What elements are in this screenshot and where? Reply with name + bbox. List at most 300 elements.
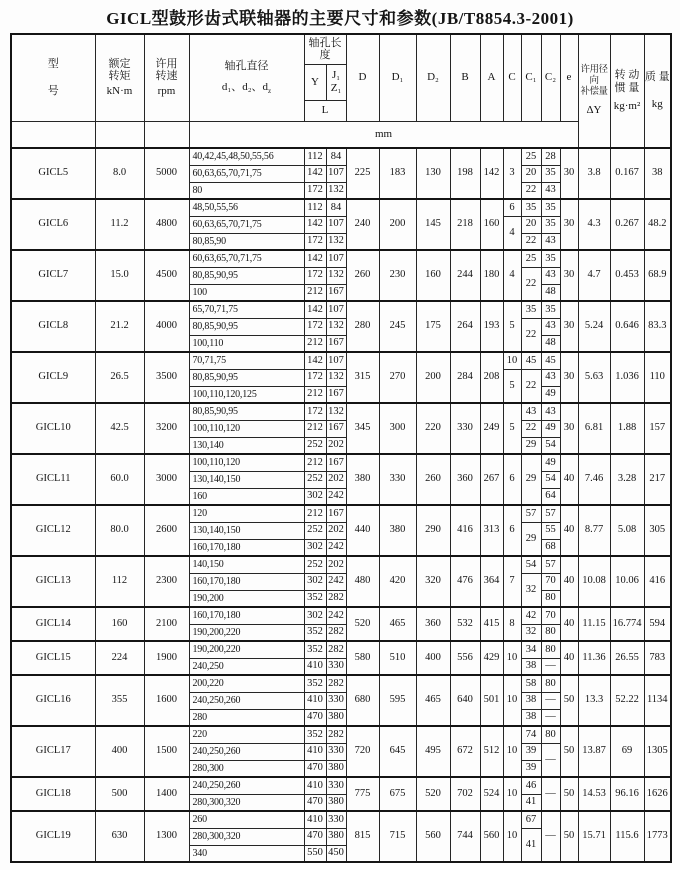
empty-cell <box>144 121 189 148</box>
bore-diameters: 60,63,65,70,71,75 <box>189 250 304 267</box>
bore-diameters: 80 <box>189 182 304 199</box>
dim-C2: 57 <box>541 505 560 522</box>
dim-C: 10 <box>503 352 521 369</box>
length-Y: 302 <box>304 539 326 556</box>
dim-B: 360 <box>450 454 480 505</box>
dim-D: 280 <box>346 301 379 352</box>
bore-diameters: 100,110,120,125 <box>189 386 304 403</box>
bore-diameters: 60,63,65,70,71,75 <box>189 216 304 233</box>
length-J1Z1: 330 <box>326 777 346 794</box>
radial-compensation: 5.24 <box>578 301 610 352</box>
dim-C1: 22 <box>521 420 541 437</box>
length-Y: 172 <box>304 233 326 250</box>
dim-C2: 80 <box>541 641 560 658</box>
rated-torque: 630 <box>95 811 144 862</box>
bore-diameters: 80,85,90 <box>189 233 304 250</box>
permissible-speed: 4800 <box>144 199 189 250</box>
dim-D1: 200 <box>379 199 416 250</box>
dim-A: 560 <box>480 811 503 862</box>
dim-A: 249 <box>480 403 503 454</box>
dim-C1: 46 <box>521 777 541 794</box>
dim-D: 480 <box>346 556 379 607</box>
radial-compensation: 14.53 <box>578 777 610 811</box>
dim-D2: 145 <box>416 199 450 250</box>
dim-C1: 22 <box>521 318 541 352</box>
mass: 157 <box>644 403 671 454</box>
dim-C1: 32 <box>521 573 541 607</box>
col-header-e: e <box>560 34 578 121</box>
rated-torque: 80.0 <box>95 505 144 556</box>
dim-C: 3 <box>503 148 521 199</box>
length-Y: 212 <box>304 505 326 522</box>
dim-C1: 32 <box>521 624 541 641</box>
dim-D: 240 <box>346 199 379 250</box>
col-header-speed: 许用 转速 rpm <box>144 34 189 121</box>
dim-D: 345 <box>346 403 379 454</box>
length-J1Z1: 84 <box>326 148 346 165</box>
dim-C: 8 <box>503 607 521 641</box>
bore-diameters: 40,42,45,48,50,55,56 <box>189 148 304 165</box>
rated-torque: 60.0 <box>95 454 144 505</box>
length-J1Z1: 167 <box>326 454 346 471</box>
dim-D1: 675 <box>379 777 416 811</box>
moment-of-inertia: 0.646 <box>610 301 644 352</box>
length-J1Z1: 282 <box>326 624 346 641</box>
dim-D1: 245 <box>379 301 416 352</box>
moment-of-inertia: 1.036 <box>610 352 644 403</box>
length-Y: 252 <box>304 522 326 539</box>
dim-C2: 80 <box>541 624 560 641</box>
model-name: GICL12 <box>11 505 95 556</box>
model-name: GICL14 <box>11 607 95 641</box>
length-J1Z1: 380 <box>326 760 346 777</box>
mass: 83.3 <box>644 301 671 352</box>
col-header-L: L <box>304 100 346 121</box>
length-Y: 212 <box>304 335 326 352</box>
dim-D1: 270 <box>379 352 416 403</box>
mass: 783 <box>644 641 671 675</box>
length-J1Z1: 167 <box>326 505 346 522</box>
col-header-mass: 质 量 kg <box>644 34 671 148</box>
dim-A: 501 <box>480 675 503 726</box>
length-Y: 212 <box>304 454 326 471</box>
bore-diameters: 190,200,220 <box>189 641 304 658</box>
length-Y: 112 <box>304 199 326 216</box>
dim-C2: 35 <box>541 165 560 182</box>
model-name: GICL6 <box>11 199 95 250</box>
dim-C1: 20 <box>521 165 541 182</box>
dim-C2: — <box>541 709 560 726</box>
dim-D2: 560 <box>416 811 450 862</box>
col-header-B: B <box>450 34 480 121</box>
length-J1Z1: 107 <box>326 250 346 267</box>
bore-diameters: 80,85,90,95 <box>189 403 304 420</box>
dim-C2: 70 <box>541 573 560 590</box>
dim-C1: 25 <box>521 148 541 165</box>
dim-C2: 35 <box>541 199 560 216</box>
length-Y: 352 <box>304 590 326 607</box>
unit-row-mm: mm <box>189 121 578 148</box>
rated-torque: 112 <box>95 556 144 607</box>
model-name: GICL17 <box>11 726 95 777</box>
dim-D2: 465 <box>416 675 450 726</box>
radial-compensation: 3.8 <box>578 148 610 199</box>
length-J1Z1: 167 <box>326 420 346 437</box>
mass: 48.2 <box>644 199 671 250</box>
dim-D: 260 <box>346 250 379 301</box>
dim-C1: 22 <box>521 267 541 301</box>
dim-C1: 38 <box>521 692 541 709</box>
dim-C1: 35 <box>521 199 541 216</box>
moment-of-inertia: 0.267 <box>610 199 644 250</box>
dim-C2: 64 <box>541 488 560 505</box>
dim-B: 476 <box>450 556 480 607</box>
length-Y: 410 <box>304 743 326 760</box>
page-title: GICL型鼓形齿式联轴器的主要尺寸和参数(JB/T8854.3-2001) <box>106 9 574 28</box>
length-J1Z1: 242 <box>326 488 346 505</box>
dim-D1: 330 <box>379 454 416 505</box>
permissible-speed: 2300 <box>144 556 189 607</box>
dim-C1: 54 <box>521 556 541 573</box>
bore-diameters: 280,300 <box>189 760 304 777</box>
length-J1Z1: 282 <box>326 641 346 658</box>
bore-diameters: 340 <box>189 845 304 862</box>
model-name: GICL8 <box>11 301 95 352</box>
model-name: GICL18 <box>11 777 95 811</box>
dim-C2: 57 <box>541 556 560 573</box>
model-name: GICL13 <box>11 556 95 607</box>
length-Y: 252 <box>304 471 326 488</box>
dim-C2: 80 <box>541 726 560 743</box>
dim-C1: 39 <box>521 743 541 760</box>
dim-D2: 130 <box>416 148 450 199</box>
length-Y: 172 <box>304 182 326 199</box>
dim-e: 30 <box>560 148 578 199</box>
dim-D: 380 <box>346 454 379 505</box>
dim-C2: 49 <box>541 454 560 471</box>
dim-C1: 41 <box>521 794 541 811</box>
length-J1Z1: 380 <box>326 794 346 811</box>
bore-diameters: 240,250,260 <box>189 743 304 760</box>
dim-C2: 54 <box>541 471 560 488</box>
dim-D2: 400 <box>416 641 450 675</box>
dim-A: 415 <box>480 607 503 641</box>
col-header-inertia: 转 动 惯 量 kg·m² <box>610 34 644 148</box>
dim-A: 429 <box>480 641 503 675</box>
dim-D: 775 <box>346 777 379 811</box>
length-J1Z1: 107 <box>326 165 346 182</box>
dim-C2: 35 <box>541 250 560 267</box>
dim-A: 512 <box>480 726 503 777</box>
model-name: GICL7 <box>11 250 95 301</box>
dim-C2: 35 <box>541 216 560 233</box>
col-header-bore-length: 轴孔长度 <box>304 34 346 64</box>
empty-cell <box>11 121 95 148</box>
bore-diameters: 60,63,65,70,71,75 <box>189 165 304 182</box>
length-Y: 352 <box>304 624 326 641</box>
dim-D2: 260 <box>416 454 450 505</box>
bore-diameters: 190,200 <box>189 590 304 607</box>
radial-compensation: 6.81 <box>578 403 610 454</box>
radial-compensation: 8.77 <box>578 505 610 556</box>
dim-C1: 34 <box>521 641 541 658</box>
dim-D2: 175 <box>416 301 450 352</box>
col-header-D1: D₁ <box>379 34 416 121</box>
length-J1Z1: 132 <box>326 182 346 199</box>
moment-of-inertia: 3.28 <box>610 454 644 505</box>
dim-D1: 300 <box>379 403 416 454</box>
dim-C2: — <box>541 743 560 777</box>
length-J1Z1: 132 <box>326 318 346 335</box>
bore-diameters: 220 <box>189 726 304 743</box>
model-name: GICL11 <box>11 454 95 505</box>
dim-C2: 49 <box>541 420 560 437</box>
length-Y: 172 <box>304 318 326 335</box>
dim-C1: 29 <box>521 437 541 454</box>
dim-C1: 38 <box>521 709 541 726</box>
mass: 217 <box>644 454 671 505</box>
length-Y: 470 <box>304 828 326 845</box>
dim-C: 7 <box>503 556 521 607</box>
bore-diameters: 80,85,90,95 <box>189 267 304 284</box>
bore-diameters: 48,50,55,56 <box>189 199 304 216</box>
bore-diameters: 100 <box>189 284 304 301</box>
dim-B: 416 <box>450 505 480 556</box>
main-table <box>10 33 672 863</box>
length-Y: 212 <box>304 386 326 403</box>
moment-of-inertia: 16.774 <box>610 607 644 641</box>
col-header-C: C <box>503 34 521 121</box>
bore-diameters: 260 <box>189 811 304 828</box>
length-Y: 142 <box>304 216 326 233</box>
dim-C1: 74 <box>521 726 541 743</box>
dim-B: 264 <box>450 301 480 352</box>
dim-C2: — <box>541 692 560 709</box>
bore-diameters: 100,110,120 <box>189 454 304 471</box>
length-Y: 302 <box>304 607 326 624</box>
length-J1Z1: 450 <box>326 845 346 862</box>
dim-B: 330 <box>450 403 480 454</box>
length-Y: 212 <box>304 420 326 437</box>
length-J1Z1: 132 <box>326 369 346 386</box>
dim-D1: 420 <box>379 556 416 607</box>
dim-C2: 43 <box>541 318 560 335</box>
length-J1Z1: 132 <box>326 267 346 284</box>
col-header-C1: C₁ <box>521 34 541 121</box>
dim-C: 6 <box>503 199 521 216</box>
radial-compensation: 4.7 <box>578 250 610 301</box>
col-header-torque: 额定 转矩 kN·m <box>95 34 144 121</box>
dim-C1: 57 <box>521 505 541 522</box>
length-J1Z1: 84 <box>326 199 346 216</box>
length-Y: 212 <box>304 284 326 301</box>
length-Y: 470 <box>304 709 326 726</box>
permissible-speed: 1500 <box>144 726 189 777</box>
dim-e: 40 <box>560 607 578 641</box>
dim-C: 6 <box>503 505 521 556</box>
rated-torque: 15.0 <box>95 250 144 301</box>
table-header <box>11 34 671 148</box>
length-J1Z1: 202 <box>326 471 346 488</box>
length-Y: 410 <box>304 658 326 675</box>
permissible-speed: 1300 <box>144 811 189 862</box>
dim-C: 4 <box>503 250 521 301</box>
rated-torque: 400 <box>95 726 144 777</box>
dim-C1: 22 <box>521 233 541 250</box>
permissible-speed: 5000 <box>144 148 189 199</box>
dim-C1: 38 <box>521 658 541 675</box>
dim-D1: 380 <box>379 505 416 556</box>
length-J1Z1: 202 <box>326 437 346 454</box>
length-J1Z1: 330 <box>326 692 346 709</box>
bore-diameters: 100,110,120 <box>189 420 304 437</box>
bore-diameters: 240,250 <box>189 658 304 675</box>
dim-C: 10 <box>503 726 521 777</box>
dim-C2: 68 <box>541 539 560 556</box>
dim-C1: 67 <box>521 811 541 828</box>
length-J1Z1: 380 <box>326 828 346 845</box>
dim-B: 702 <box>450 777 480 811</box>
bore-diameters: 160 <box>189 488 304 505</box>
length-Y: 302 <box>304 573 326 590</box>
dim-C: 10 <box>503 777 521 811</box>
mass: 1305 <box>644 726 671 777</box>
rated-torque: 26.5 <box>95 352 144 403</box>
model-name: GICL9 <box>11 352 95 403</box>
bore-diameters: 130,140 <box>189 437 304 454</box>
dim-C1: 35 <box>521 301 541 318</box>
mass: 1773 <box>644 811 671 862</box>
length-Y: 470 <box>304 760 326 777</box>
length-J1Z1: 167 <box>326 284 346 301</box>
length-J1Z1: 282 <box>326 590 346 607</box>
dim-C1: 39 <box>521 760 541 777</box>
dim-D2: 495 <box>416 726 450 777</box>
model-name: GICL5 <box>11 148 95 199</box>
rated-torque: 500 <box>95 777 144 811</box>
bore-diameters: 280,300,320 <box>189 794 304 811</box>
dim-e: 30 <box>560 403 578 454</box>
length-Y: 142 <box>304 165 326 182</box>
dim-C1: 41 <box>521 828 541 862</box>
dim-C2: — <box>541 658 560 675</box>
length-J1Z1: 380 <box>326 709 346 726</box>
dim-D: 580 <box>346 641 379 675</box>
dim-C2: 45 <box>541 352 560 369</box>
dim-B: 672 <box>450 726 480 777</box>
moment-of-inertia: 10.06 <box>610 556 644 607</box>
length-J1Z1: 167 <box>326 335 346 352</box>
length-J1Z1: 330 <box>326 743 346 760</box>
moment-of-inertia: 52.22 <box>610 675 644 726</box>
mass: 68.9 <box>644 250 671 301</box>
bore-diameters: 130,140,150 <box>189 471 304 488</box>
dim-C2: 43 <box>541 233 560 250</box>
dim-A: 267 <box>480 454 503 505</box>
dim-A: 313 <box>480 505 503 556</box>
length-Y: 352 <box>304 675 326 692</box>
length-Y: 142 <box>304 250 326 267</box>
dim-e: 30 <box>560 301 578 352</box>
radial-compensation: 11.36 <box>578 641 610 675</box>
bore-diameters: 160,170,180 <box>189 607 304 624</box>
rated-torque: 11.2 <box>95 199 144 250</box>
bore-diameters: 140,150 <box>189 556 304 573</box>
bore-diameters: 70,71,75 <box>189 352 304 369</box>
col-header-model: 型 号 <box>11 34 95 121</box>
dim-e: 50 <box>560 726 578 777</box>
moment-of-inertia: 26.55 <box>610 641 644 675</box>
dim-D: 520 <box>346 607 379 641</box>
dim-D1: 465 <box>379 607 416 641</box>
dim-A: 524 <box>480 777 503 811</box>
dim-B: 218 <box>450 199 480 250</box>
length-Y: 470 <box>304 794 326 811</box>
dim-C1: 22 <box>521 182 541 199</box>
dim-C2: — <box>541 777 560 811</box>
mass: 1134 <box>644 675 671 726</box>
length-Y: 410 <box>304 777 326 794</box>
length-Y: 172 <box>304 369 326 386</box>
length-Y: 410 <box>304 692 326 709</box>
col-header-radial-compensation: 许用径向 补偿量 ΔY <box>578 34 610 148</box>
length-J1Z1: 282 <box>326 726 346 743</box>
dim-e: 30 <box>560 199 578 250</box>
dim-D: 315 <box>346 352 379 403</box>
model-name: GICL16 <box>11 675 95 726</box>
model-name: GICL10 <box>11 403 95 454</box>
length-J1Z1: 282 <box>326 675 346 692</box>
dim-C1: 58 <box>521 675 541 692</box>
bore-diameters: 240,250,260 <box>189 692 304 709</box>
dim-e: 50 <box>560 675 578 726</box>
dim-C2: 55 <box>541 522 560 539</box>
dim-C2: 48 <box>541 284 560 301</box>
bore-diameters: 80,85,90,95 <box>189 318 304 335</box>
bore-diameters: 200,220 <box>189 675 304 692</box>
dim-C2: 70 <box>541 607 560 624</box>
rated-torque: 42.5 <box>95 403 144 454</box>
col-header-bore-diameter: 轴孔直径 d₁、d₂、$d_z$ <box>189 34 304 121</box>
dim-B: 532 <box>450 607 480 641</box>
length-Y: 252 <box>304 556 326 573</box>
radial-compensation: 7.46 <box>578 454 610 505</box>
length-Y: 172 <box>304 267 326 284</box>
dim-e: 30 <box>560 250 578 301</box>
dim-C2: 28 <box>541 148 560 165</box>
rated-torque: 8.0 <box>95 148 144 199</box>
dim-D1: 595 <box>379 675 416 726</box>
dim-D: 440 <box>346 505 379 556</box>
length-Y: 252 <box>304 437 326 454</box>
dim-C2: 43 <box>541 267 560 284</box>
empty-cell <box>95 121 144 148</box>
rated-torque: 21.2 <box>95 301 144 352</box>
dim-D1: 645 <box>379 726 416 777</box>
dim-C: 10 <box>503 811 521 862</box>
mass: 594 <box>644 607 671 641</box>
length-J1Z1: 242 <box>326 539 346 556</box>
dim-B: 640 <box>450 675 480 726</box>
dim-C: 5 <box>503 369 521 403</box>
dim-A: 180 <box>480 250 503 301</box>
length-J1Z1: 107 <box>326 216 346 233</box>
mass: 1626 <box>644 777 671 811</box>
dim-D: 815 <box>346 811 379 862</box>
length-Y: 352 <box>304 726 326 743</box>
dim-e: 40 <box>560 454 578 505</box>
length-Y: 550 <box>304 845 326 862</box>
